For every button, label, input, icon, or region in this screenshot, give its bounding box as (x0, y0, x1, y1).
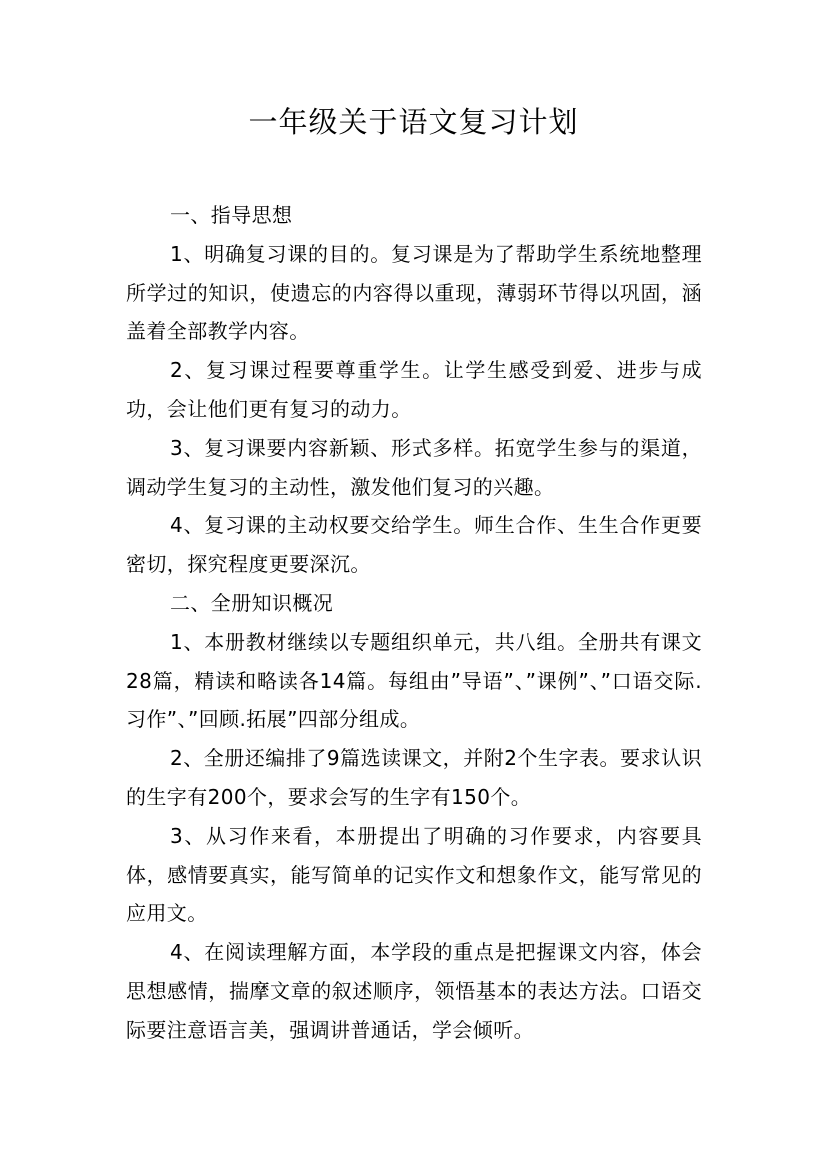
paragraph: 2、全册还编排了9篇选读课文，并附2个生字表。要求认识的生字有200个，要求会写的生字有150个。 (126, 746, 702, 809)
paragraph: 3、复习课要内容新颖、形式多样。拓宽学生参与的渠道，调动学生复习的主动性，激发他们复习的兴趣。 (126, 435, 702, 499)
paragraph: 1、明确复习课的目的。复习课是为了帮助学生系统地整理所学过的知识，使遗忘的内容得以重现，薄弱环节得以巩固，涵盖着全部教学内容。 (126, 241, 702, 344)
document-title: 一年级关于语文复习计划 (248, 105, 579, 139)
paragraph: 4、复习课的主动权要交给学生。师生合作、生生合作更要密切，探究程度更要深沉。 (126, 513, 702, 577)
paragraph: 4、在阅读理解方面，本学段的重点是把握课文内容，体会思想感情，揣摩文章的叙述顺序，领悟基本的表达方法。口语交际要注意语言美，强调讲普通话，学会倾听。 (126, 940, 702, 1042)
section-heading-overview: 二、全册知识概况 (170, 590, 334, 615)
paragraph: 3、从习作来看，本册提出了明确的习作要求，内容要具体，感情要真实，能写简单的记实作文和想象作文，能写常见的应用文。 (126, 823, 702, 926)
section-heading-guiding-ideology: 一、指导思想 (170, 203, 293, 227)
paragraph: 1、本册教材继续以专题组织单元，共八组。全册共有课文28篇，精读和略读各14篇。每组由”导语”、”课例”、”口语交际.习作”、”回顾.拓展”四部分组成。 (126, 629, 702, 732)
document-body (126, 196, 702, 1050)
paragraph: 2、复习课过程要尊重学生。让学生感受到爱、进步与成功，会让他们更有复习的动力。 (126, 358, 702, 421)
